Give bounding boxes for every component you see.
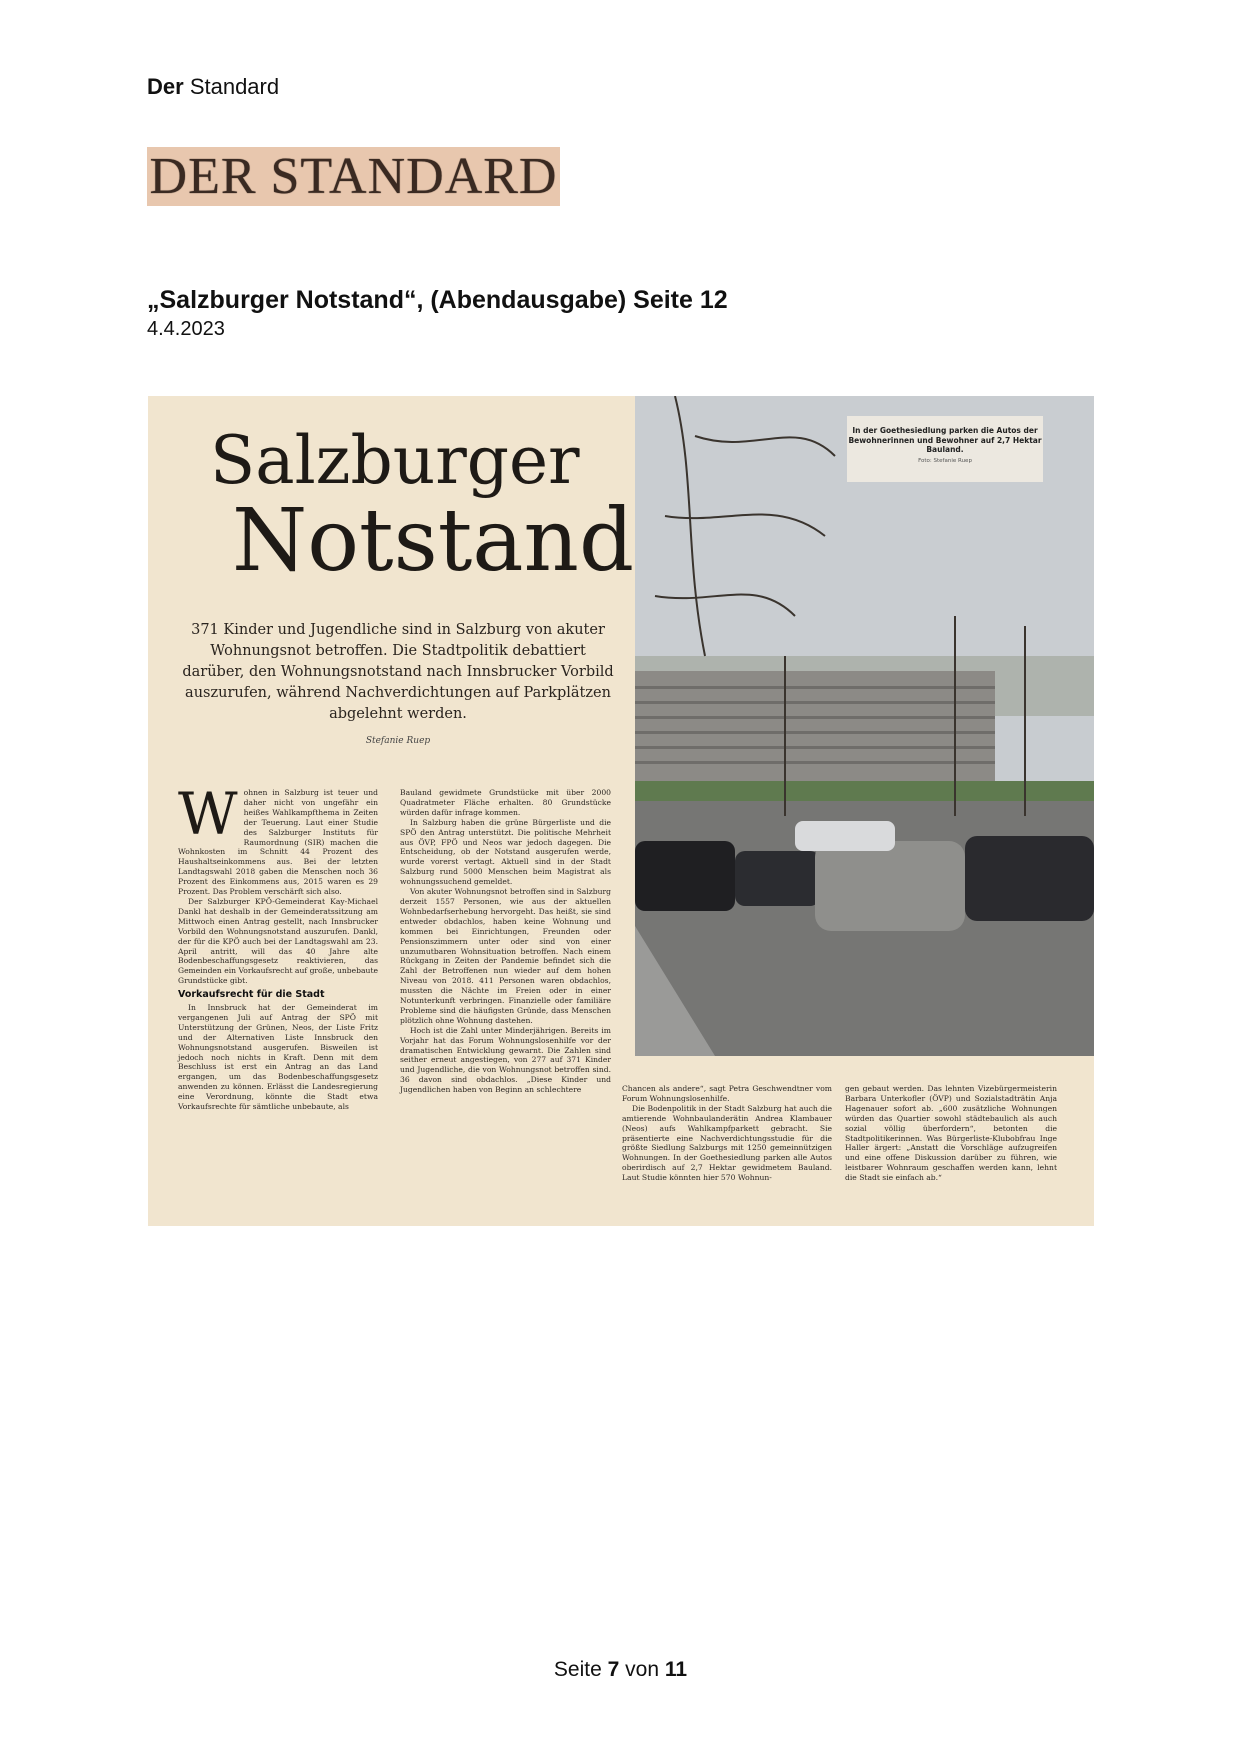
column-2-paragraph-4: Hoch ist die Zahl unter Minderjährigen. Bereits im Vorjahr hat das Forum Wohnungslosenhilfe vor der dramatischen Entwicklung gewarnt. Die Zahlen sind seither erneut angestiegen, von 277 auf 371 Kinder und Jugendliche, die von Wohnungsnot betroffen sind. 36 davon sind obdachlos. „Diese Kinder und Jugendlichen haben von Beginn an schlechtere [400,1025,611,1095]
column-2-paragraph-1: Bauland gewidmete Grundstücke mit über 2000 Quadratmeter Fläche erhalten. 80 Grundstücke würden dafür infrage kommen. [400,788,611,817]
lead-paragraph: 371 Kinder und Jugendliche sind in Salzburg von akuter Wohnungsnot betroffen. Die Stadtpolitik debattiert darüber, den Wohnungsnotstand nach Innsbrucker Vorbild auszurufen, während Nachverdichtungen auf Parkplätzen abgelehnt werden. [182,622,614,722]
headline-line-1: Salzburger [210,422,580,499]
footer-prefix: Seite [553,1658,602,1681]
clipping-headline [210,422,634,591]
newspaper-clipping [148,396,1094,1226]
headline-line-2: Notstand [232,491,634,591]
text-column-3 [622,1084,832,1183]
column-2-paragraph-2: In Salzburg haben die grüne Bürgerliste und die SPÖ den Antrag unterstützt. Die politische Mehrheit aus ÖVP, FPÖ und Neos war jedoch dagegen. Die Entscheidung, ob der Notstand ausgerufen werde, wurde vorerst vertagt. Aktuell sind in der Stadt Salzburg rund 5000 Menschen beim Magistrat als wohnungssuchend gemeldet. [400,817,611,887]
column-1-paragraph-1-text: ohnen in Salzburg ist teuer und daher nicht von ungefähr ein heißes Wahlkampfthema in Zeiten der Teuerung. Laut einer Studie des Salzburger Instituts für Raumordnung (SIR) machen die Wohnkosten im Schnitt 44 Prozent des Haushaltseinkommens aus. Bei der letzten Landtagswahl 2018 gaben die Menschen noch 36 Prozent des Einkommens aus, 2015 waren es 29 Prozent. Das Problem verschärft sich also. [178,788,378,897]
newspaper-logo [147,147,560,206]
publication-name [147,74,279,100]
author-byline: Stefanie Ruep [365,736,431,746]
column-1-paragraph-3: In Innsbruck hat der Gemeinderat im vergangenen Juli auf Antrag der SPÖ mit Unterstützung der Grünen, Neos, der Liste Fritz und der Alternativen Liste Innsbruck den Wohnungsnotstand ausgerufen. Bisweilen ist jedoch noch nichts in Kraft. Denn mit dem Beschluss ist erst ein Antrag an das Land ergangen, um das Bodenbeschaffungsgesetz anwenden zu können. Erlässt die Landesregierung eine Verordnung, könnte die Stadt etwa Vorkaufsrechte für sämtliche unbebaute, als [178,1003,378,1112]
parking-lot-photo-illustration [635,396,1094,1056]
drop-cap: W [178,780,238,848]
column-3-paragraph-1: Chancen als andere“, sagt Petra Geschwendtner vom Forum Wohnungslosenhilfe. [622,1084,832,1103]
text-column-1 [178,780,378,1112]
publication-name-bold: Der [147,74,184,99]
text-column-2 [400,788,611,1095]
footer-middle: von [625,1658,660,1681]
column-3-paragraph-2: Die Bodenpolitik in der Stadt Salzburg hat auch die amtierende Wohnbaulanderätin Andrea Klambauer (Neos) aufs Wahlkampfparkett gebracht. Sie präsentierte eine Nachverdichtungsstudie für die größte Siedlung Salzburgs mit 1250 gemeinnützigen Wohnungen. In der Goethesiedlung parken alle Autos oberirdisch auf 2,7 Hektar gewidmetem Bauland. Laut Studie könnten hier 570 Wohnun- [622,1103,832,1183]
footer-total-pages: 11 [664,1658,688,1681]
photo-credit: Foto: Stefanie Ruep [918,457,972,464]
text-column-4 [845,1084,1057,1183]
footer-current-page: 7 [607,1658,620,1681]
subheadline: Vorkaufsrecht für die Stadt [178,989,325,1001]
page-footer [0,1658,1241,1682]
article-date: 4.4.2023 [147,318,225,340]
photo-caption-box [847,416,1043,482]
column-2-paragraph-3: Von akuter Wohnungsnot betroffen sind in Salzburg derzeit 1557 Personen, wie aus der aktuellen Wohnbedarfserhebung hervorgeht. Das heißt, sie sind entweder obdachlos, haben keine Wohnung und kommen bei Einrichtungen, Freunden oder Pensionszimmern unter oder sind von einer unzumutbaren Wohnsituation betroffen. Nach einem Rückgang in Zeiten der Pandemie befindet sich die Zahl der Betroffenen nun wieder auf dem hohen Niveau von 2018. 411 Personen waren obdachlos, mussten die Nächte im Freien oder in einer Notunterkunft verbringen. Finanzielle oder familiäre Probleme sind die häufigsten Gründe, dass Menschen plötzlich ohne Wohnung dastehen. [400,887,611,1025]
column-1-paragraph-1 [178,780,378,897]
newspaper-logo-text: DER STANDARD [149,148,558,205]
photo-caption: In der Goethesiedlung parken die Autos der Bewohnerinnen und Bewohner auf 2,7 Hektar Bauland. [848,426,1042,454]
column-1-paragraph-2: Der Salzburger KPÖ-Gemeinderat Kay-Michael Dankl hat deshalb in der Gemeinderatssitzung am Mittwoch einen Antrag gestellt, nach Innsbrucker Vorbild den Wohnungsnotstand auszurufen. Dankl, der für die KPÖ auch bei der Landtagswahl am 23. April antritt, will das 40 Jahre alte Bodenbeschaffungsgesetz reaktivieren, das Gemeinden ein Vorkaufsrecht auf große, unbebaute Grundstücke gibt. [178,896,378,986]
article-photo [635,396,1094,1056]
article-title: „Salzburger Notstand“, (Abendausgabe) Seite 12 [147,286,728,314]
column-4-paragraph-1: gen gebaut werden. Das lehnten Vizebürgermeisterin Barbara Unterkofler (ÖVP) und Sozialstadträtin Anja Hagenauer sofort ab. „600 zusätzliche Wohnungen würden das Quartier sowohl städtebaulich als auch sozial völlig überfordern“, betonten die Stadtpolitikerinnen. Was Bürgerliste-Klubobfrau Inge Haller ärgert: „Anstatt die Vorschläge aufzugreifen und eine offene Diskussion darüber zu führen, wie leistbarer Wohnraum geschaffen werden kann, lehnt die Stadt sie einfach ab.“ [845,1084,1057,1183]
publication-name-rest: Standard [189,74,280,99]
